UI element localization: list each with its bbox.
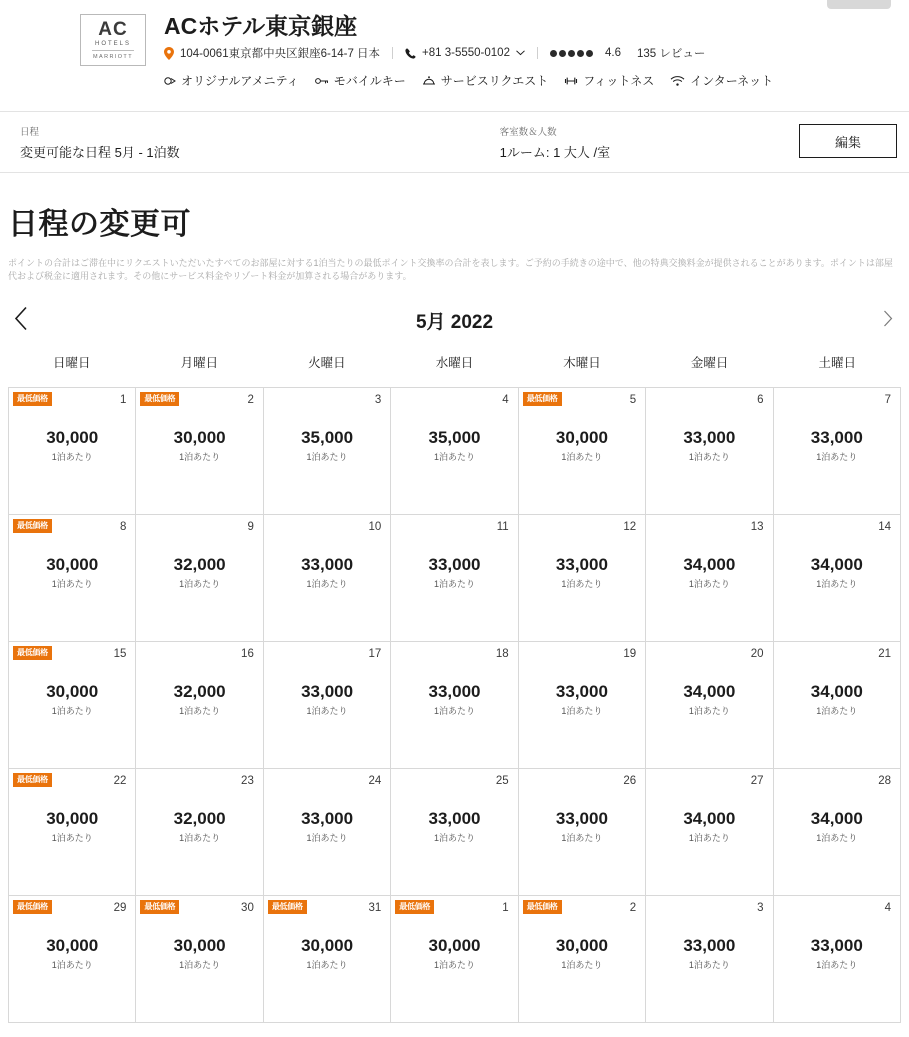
day-price: 30,000 — [46, 428, 99, 448]
day-number: 4 — [884, 902, 891, 915]
page-title: ACホテル東京銀座 — [164, 13, 358, 39]
calendar-day-cell[interactable] — [519, 515, 646, 642]
rating-dots — [550, 50, 593, 57]
rating-value: 4.6 — [604, 47, 621, 60]
amenity-item-3 — [564, 72, 654, 89]
day-price: 30,000 — [555, 428, 608, 448]
calendar-day-cell[interactable] — [391, 769, 518, 896]
day-number: 28 — [878, 775, 891, 788]
logo-ac-text: AC — [98, 19, 128, 40]
edit-button[interactable]: 編集 — [799, 124, 897, 158]
amenity-list — [164, 72, 773, 89]
per-night-label: 1泊あたり — [51, 579, 93, 590]
per-night-label: 1泊あたり — [433, 833, 475, 844]
previous-month-button[interactable] — [10, 303, 33, 338]
day-number: 22 — [113, 775, 127, 788]
per-night-label: 1泊あたり — [179, 960, 221, 971]
per-night-label: 1泊あたり — [816, 833, 858, 844]
day-number: 4 — [502, 394, 509, 407]
per-night-label: 1泊あたり — [306, 833, 348, 844]
hotel-address[interactable]: 104-0061東京都中央区銀座6-14-7 日本 — [180, 48, 381, 61]
lowest-price-badge: 最低価格 — [13, 392, 52, 406]
per-night-label: 1泊あたり — [433, 579, 475, 590]
dates-label: 日程 — [20, 126, 40, 138]
day-price: 33,000 — [301, 682, 354, 702]
lowest-price-badge: 最低価格 — [140, 392, 179, 406]
calendar-day-cell[interactable] — [264, 642, 391, 769]
amenity-item-1 — [315, 72, 406, 89]
dates-value: 変更可能な日程 5月 - 1泊数 — [20, 144, 180, 160]
location-pin-icon — [164, 47, 174, 60]
calendar-day-cell[interactable] — [9, 896, 136, 1023]
day-price: 30,000 — [173, 428, 226, 448]
day-price: 33,000 — [301, 809, 354, 829]
per-night-label: 1泊あたり — [433, 706, 475, 717]
weekday-header — [8, 353, 901, 387]
rooms-guests-label: 客室数＆人数 — [499, 126, 557, 138]
day-number: 31 — [368, 902, 382, 915]
day-price: 30,000 — [428, 936, 481, 956]
day-price: 30,000 — [46, 936, 99, 956]
amenity-label: フィットネス — [583, 74, 655, 89]
day-price: 33,000 — [301, 555, 354, 575]
day-price: 34,000 — [810, 682, 863, 702]
calendar-day-cell[interactable] — [519, 642, 646, 769]
per-night-label: 1泊あたり — [816, 706, 858, 717]
lowest-price-badge: 最低価格 — [523, 900, 562, 914]
calendar-day-cell[interactable] — [646, 642, 773, 769]
amenity-label: モバイルキー — [333, 74, 406, 89]
day-price: 33,000 — [428, 682, 481, 702]
calendar-day-cell[interactable] — [136, 388, 263, 515]
calendar-day-cell[interactable] — [774, 515, 901, 642]
per-night-label: 1泊あたり — [688, 706, 730, 717]
day-number: 12 — [623, 521, 637, 534]
day-number: 27 — [750, 775, 764, 788]
day-number: 13 — [750, 521, 764, 534]
next-month-button[interactable] — [879, 306, 897, 334]
calendar-day-cell[interactable] — [391, 896, 518, 1023]
day-price: 32,000 — [173, 682, 226, 702]
hotel-meta — [164, 45, 773, 61]
amenity-label: オリジナルアメニティ — [181, 74, 299, 89]
lowest-price-badge: 最低価格 — [13, 773, 52, 787]
calendar-day-cell[interactable] — [774, 896, 901, 1023]
day-price: 34,000 — [810, 555, 863, 575]
lowest-price-badge: 最低価格 — [395, 900, 434, 914]
per-night-label: 1泊あたり — [51, 960, 93, 971]
per-night-label: 1泊あたり — [561, 960, 603, 971]
per-night-label: 1泊あたり — [561, 452, 603, 463]
day-number: 29 — [113, 902, 127, 915]
day-price: 33,000 — [810, 936, 863, 956]
calendar-day-cell[interactable] — [9, 515, 136, 642]
day-number: 24 — [368, 775, 382, 788]
per-night-label: 1泊あたり — [306, 579, 348, 590]
per-night-label: 1泊あたり — [179, 833, 221, 844]
day-number: 21 — [878, 648, 891, 661]
calendar-day-cell[interactable] — [9, 769, 136, 896]
day-price: 33,000 — [555, 682, 608, 702]
calendar-day-cell[interactable] — [264, 515, 391, 642]
day-number: 20 — [750, 648, 764, 661]
day-number: 1 — [502, 902, 509, 915]
calendar-day-cell[interactable] — [136, 769, 263, 896]
day-price: 30,000 — [173, 936, 226, 956]
lowest-price-badge: 最低価格 — [13, 519, 52, 533]
day-price: 35,000 — [428, 428, 481, 448]
weekday-label-sat: 土曜日 — [818, 356, 856, 371]
per-night-label: 1泊あたり — [433, 452, 475, 463]
per-night-label: 1泊あたり — [688, 452, 730, 463]
calendar-day-cell[interactable] — [9, 388, 136, 515]
day-number: 2 — [247, 394, 254, 407]
day-price: 35,000 — [301, 428, 354, 448]
logo-divider — [92, 50, 134, 51]
per-night-label: 1泊あたり — [179, 452, 221, 463]
calendar-day-cell[interactable] — [519, 388, 646, 515]
per-night-label: 1泊あたり — [816, 960, 858, 971]
amenity-item-0 — [164, 72, 299, 89]
calendar-grid — [8, 387, 901, 1023]
per-night-label: 1泊あたり — [179, 579, 221, 590]
day-number: 18 — [495, 648, 509, 661]
calendar-day-cell[interactable] — [519, 896, 646, 1023]
meta-divider-2 — [537, 47, 538, 59]
day-price: 33,000 — [683, 428, 736, 448]
lowest-price-badge: 最低価格 — [268, 900, 307, 914]
weekday-label-mon: 月曜日 — [180, 356, 219, 371]
day-number: 3 — [757, 902, 764, 915]
day-number: 17 — [368, 648, 382, 661]
calendar-day-cell[interactable] — [264, 769, 391, 896]
day-number: 26 — [623, 775, 637, 788]
chevron-right-icon — [883, 310, 893, 327]
per-night-label: 1泊あたり — [688, 960, 730, 971]
calendar-day-cell[interactable] — [646, 388, 773, 515]
day-number: 30 — [241, 902, 254, 915]
weekday-label-fri: 金曜日 — [690, 356, 729, 371]
day-number: 14 — [878, 521, 891, 534]
per-night-label: 1泊あたり — [816, 579, 858, 590]
key-icon — [315, 75, 329, 87]
review-count[interactable]: 135 レビュー — [636, 48, 706, 61]
day-price: 34,000 — [683, 809, 736, 829]
section-heading: 日程の変更可 — [8, 208, 191, 242]
meta-divider-1 — [392, 47, 393, 59]
day-number: 1 — [120, 394, 127, 407]
calendar-day-cell[interactable] — [391, 515, 518, 642]
chevron-down-icon[interactable] — [516, 50, 525, 56]
calendar-day-cell[interactable] — [264, 388, 391, 515]
calendar-day-cell[interactable] — [136, 642, 263, 769]
day-number: 11 — [496, 521, 509, 534]
per-night-label: 1泊あたり — [816, 452, 858, 463]
calendar-day-cell[interactable] — [391, 388, 518, 515]
per-night-label: 1泊あたり — [433, 960, 475, 971]
lowest-price-badge: 最低価格 — [13, 900, 52, 914]
calendar-day-cell[interactable] — [519, 769, 646, 896]
rooms-guests-field[interactable] — [180, 124, 611, 161]
day-number: 16 — [241, 648, 254, 661]
chevron-left-icon — [14, 307, 29, 331]
calendar-day-cell[interactable] — [9, 642, 136, 769]
calendar-day-cell[interactable] — [774, 388, 901, 515]
hotel-phone[interactable]: +81 3-5550-0102 — [422, 47, 510, 60]
calendar-day-cell[interactable] — [774, 642, 901, 769]
calendar-day-cell[interactable] — [646, 769, 773, 896]
search-summary-bar — [0, 111, 909, 173]
dates-field[interactable] — [0, 124, 180, 161]
amenity-item-2 — [422, 72, 549, 89]
day-price: 33,000 — [428, 809, 481, 829]
day-price: 33,000 — [555, 809, 608, 829]
hotel-info — [164, 14, 773, 89]
phone-icon — [405, 48, 416, 59]
month-navigation — [0, 297, 909, 343]
per-night-label: 1泊あたり — [688, 579, 730, 590]
per-night-label: 1泊あたり — [306, 452, 348, 463]
hotel-header — [0, 0, 909, 99]
points-disclaimer: ポイントの合計はご滞在中にリクエストいただいたすべてのお部屋に対する1泊当たりの最低ポイント交換率の合計を表します。ご予約の手続きの途中で、他の特典交換料金が提供されることがあります。ポイントは部屋代および税金に適用されます。その他にサービス料金やリゾート料金が加算される場合があります。 — [8, 258, 893, 282]
lowest-price-badge: 最低価格 — [140, 900, 179, 914]
calendar-day-cell[interactable] — [136, 896, 263, 1023]
per-night-label: 1泊あたり — [51, 452, 93, 463]
per-night-label: 1泊あたり — [51, 706, 93, 717]
day-price: 30,000 — [555, 936, 608, 956]
day-price: 32,000 — [173, 555, 226, 575]
calendar-day-cell[interactable] — [136, 515, 263, 642]
day-price: 30,000 — [46, 809, 99, 829]
day-number: 15 — [113, 648, 127, 661]
fitness-icon — [564, 75, 578, 87]
day-price: 33,000 — [428, 555, 481, 575]
calendar-day-cell[interactable] — [646, 515, 773, 642]
per-night-label: 1泊あたり — [51, 833, 93, 844]
per-night-label: 1泊あたり — [179, 706, 221, 717]
day-price: 34,000 — [810, 809, 863, 829]
weekday-label-sun: 日曜日 — [53, 356, 91, 371]
logo-hotels-text: HOTELS — [94, 41, 131, 47]
day-price: 30,000 — [301, 936, 354, 956]
per-night-label: 1泊あたり — [561, 579, 603, 590]
per-night-label: 1泊あたり — [688, 833, 730, 844]
day-number: 8 — [120, 521, 127, 534]
logo-marriott-text: MARRIOTT — [93, 54, 133, 60]
day-number: 5 — [629, 394, 637, 407]
day-number: 23 — [241, 775, 254, 788]
day-number: 3 — [374, 394, 382, 407]
day-price: 34,000 — [683, 682, 736, 702]
day-price: 33,000 — [683, 936, 736, 956]
weekday-label-wed: 水曜日 — [435, 356, 474, 371]
calendar-day-cell[interactable] — [646, 896, 773, 1023]
weekday-label-thu: 木曜日 — [563, 356, 601, 371]
calendar-day-cell[interactable] — [264, 896, 391, 1023]
day-price: 30,000 — [46, 682, 99, 702]
hotel-logo — [80, 14, 146, 66]
lowest-price-badge: 最低価格 — [523, 392, 562, 406]
bell-icon — [422, 75, 436, 86]
day-number: 9 — [247, 521, 254, 534]
day-number: 19 — [623, 648, 637, 661]
amenity-label: インターネット — [690, 74, 774, 89]
wifi-icon — [670, 75, 685, 87]
day-number: 6 — [757, 394, 764, 407]
weekday-label-tue: 火曜日 — [308, 356, 346, 371]
day-price: 32,000 — [173, 809, 226, 829]
day-price: 30,000 — [46, 555, 99, 575]
per-night-label: 1泊あたり — [306, 706, 348, 717]
amenity-label: サービスリクエスト — [440, 74, 549, 89]
amenity-item-4 — [670, 72, 773, 89]
window-notch — [827, 0, 891, 9]
per-night-label: 1泊あたり — [306, 960, 348, 971]
amenity-icon — [164, 75, 176, 87]
day-number: 10 — [368, 521, 382, 534]
day-number: 2 — [629, 902, 637, 915]
day-number: 7 — [884, 394, 891, 407]
per-night-label: 1泊あたり — [561, 833, 603, 844]
calendar-day-cell[interactable] — [391, 642, 518, 769]
lowest-price-badge: 最低価格 — [13, 646, 52, 660]
per-night-label: 1泊あたり — [561, 706, 603, 717]
calendar-day-cell[interactable] — [774, 769, 901, 896]
day-price: 34,000 — [683, 555, 736, 575]
day-price: 33,000 — [555, 555, 608, 575]
day-price: 33,000 — [810, 428, 863, 448]
rooms-guests-value: 1ルーム: 1 大人 /室 — [499, 144, 611, 160]
day-number: 25 — [495, 775, 509, 788]
month-title: 5月 2022 — [415, 311, 494, 333]
